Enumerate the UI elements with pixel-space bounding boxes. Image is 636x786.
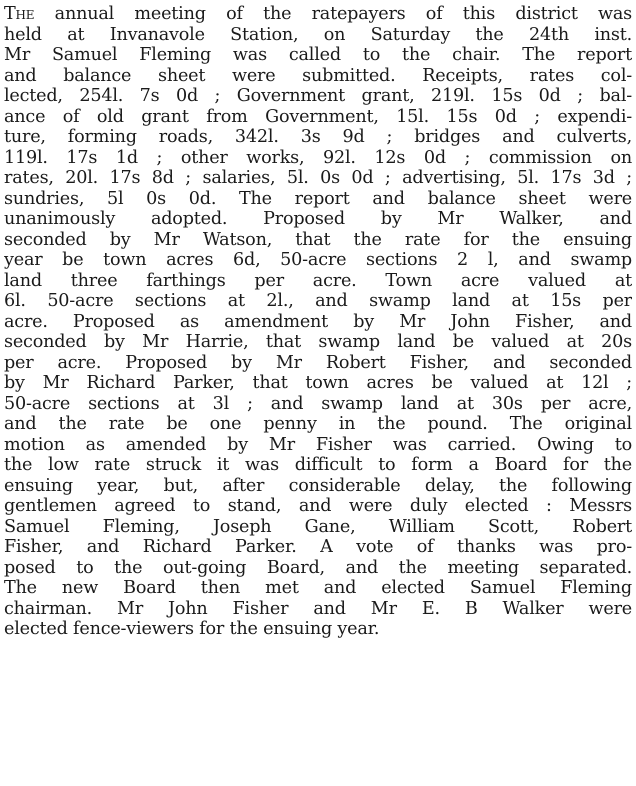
article-line-1 [4,4,632,25]
article-line-5: lected, 254l. 7s 0d ; Government grant, 219l. 15s 0d ; bal- [4,86,632,106]
article-line-19: by Mr Richard Parker, that town acres be valued at 12l ; [4,373,632,393]
article-line-16: acre. Proposed as amendment by Mr John Fisher, and [4,311,632,332]
article-line-25: gentlemen agreed to stand, and were duly elected : Messrs [4,496,632,516]
article-line-10: sundries, 5l 0s 0d. The report and balance sheet were [4,188,632,209]
article-line-2: held at Invanavole Station, on Saturday the 24th inst. [4,24,632,45]
article-line-15: 6l. 50-acre sections at 2l., and swamp land at 15s per [4,291,632,311]
article-line-12: seconded by Mr Watson, that the rate for the ensuing [4,229,632,250]
article-line-23: the low rate struck it was difficult to form a Board for the [4,455,632,475]
article-line-27: Fisher, and Richard Parker. A vote of thanks was pro- [4,537,632,557]
article-line-4: and balance sheet were submitted. Receipts, rates col- [4,65,632,86]
article-line-28: posed to the out-going Board, and the meeting separated. [4,557,632,578]
article-line-6: ance of old grant from Government, 15l. 15s 0d ; expendi- [4,106,632,127]
article-line-11: unanimously adopted. Proposed by Mr Walker, and [4,209,632,229]
article-line-9: rates, 20l. 17s 8d ; salaries, 5l. 0s 0d ; advertising, 5l. 17s 3d ; [4,168,632,188]
article-line-14: land three farthings per acre. Town acre valued at [4,270,632,291]
article-line-3: Mr Samuel Fleming was called to the chair. The report [4,45,632,65]
lead-word: The [4,4,35,24]
article-line-20: 50-acre sections at 3l ; and swamp land at 30s per acre, [4,393,632,414]
article-line-30: chairman. Mr John Fisher and Mr E. B Walker were [4,598,632,619]
article-line-7: ture, forming roads, 342l. 3s 9d ; bridges and culverts, [4,127,632,147]
article-line-1-text: annual meeting of the ratepayers of this district was [34,4,632,24]
article-line-26: Samuel Fleming, Joseph Gane, William Scott, Robert [4,516,632,537]
article-line-29: The new Board then met and elected Samuel Fleming [4,578,632,598]
article-line-13: year be town acres 6d, 50-acre sections 2 l, and swamp [4,250,632,270]
article-line-8: 119l. 17s 1d ; other works, 92l. 12s 0d ; commission on [4,147,632,168]
article-line-24: ensuing year, but, after considerable delay, the following [4,475,632,496]
article-line-31: elected fence-viewers for the ensuing year. [4,619,380,639]
newspaper-article [4,4,632,640]
article-line-17: seconded by Mr Harrie, that swamp land be valued at 20s [4,332,632,352]
article-line-22: motion as amended by Mr Fisher was carried. Owing to [4,434,632,455]
article-line-18: per acre. Proposed by Mr Robert Fisher, and seconded [4,352,632,373]
article-line-21: and the rate be one penny in the pound. The original [4,414,632,434]
